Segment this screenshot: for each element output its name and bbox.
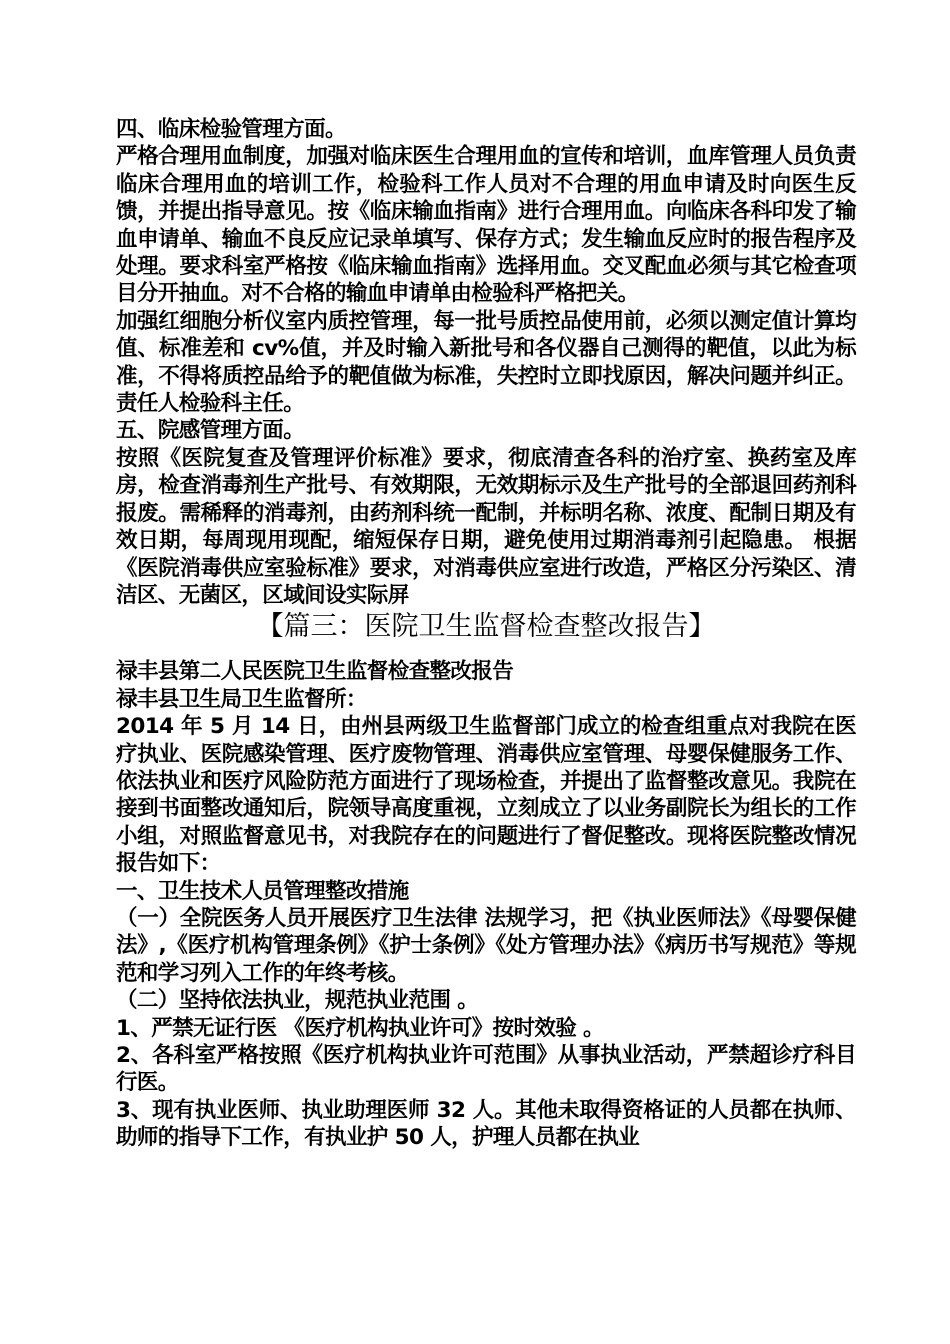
paragraph-disinfection: 按照《医院复查及管理评价标准》要求，彻底清查各科的治疗室、换药室及库房，检查消毒剂生产批号、有效期限，无效期标示及生产批号的全部退回药剂科报废。需稀释的消毒剂，由药剂科统一配制，并标明名称、浓度、配制日期及有效日期，每周现用现配，缩短保存日期，避免使用过期消毒剂引起隐患。 根据《医院消毒供应室验标准》要求，对消毒供应室进行改造，严格区分污染区、清洁区、无菌区，区域间设实际屏	[116, 445, 856, 608]
heading-infection-control: 五、院感管理方面。	[116, 418, 305, 444]
heading-staff-management: 一、卫生技术人员管理整改措施	[116, 878, 409, 904]
item-no-unlicensed: 1、严禁无证行医 《医疗机构执业许可》按时效验 。	[116, 1015, 604, 1041]
paragraph-inspection-intro: 2014 年 5 月 14 日，由州县两级卫生监督部门成立的检查组重点对我院在医疗执业、医院感染管理、医疗废物管理、消毒供应室管理、母婴保健服务工作、依法执业和医疗风险防范方面进行了现场检查，并提出了监督整改意见。我院在接到书面整改通知后，院领导高度重视，立刻成立了以业务副院长为组长的工作小组，对照监督意见书，对我院存在的问题进行了督促整改。现将医院整改情况报告如下：	[116, 714, 856, 877]
document-body	[116, 116, 856, 1152]
item-law-study: （一）全院医务人员开展医疗卫生法律 法规学习，把《执业医师法》《母婴保健法》,《医疗机构管理条例》《护士条例》《处方管理办法》《病历书写规范》等规范和学习列入工作的年终考核。	[116, 905, 856, 986]
paragraph-blood-use: 严格合理用血制度，加强对临床医生合理用血的宣传和培训，血库管理人员负责临床合理用血的培训工作，检验科工作人员对不合理的用血申请及时向医生反馈，并提出指导意见。按《临床输血指南》进行合理用血。向临床各科印发了输血申请单、输血不良反应记录单填写、保存方式；发生输血反应时的报告程序及处理。要求科室严格按《临床输血指南》选择用血。交叉配血必须与其它检查项目分开抽血。对不合格的输血申请单由检验科严格把关。	[116, 144, 856, 307]
paragraph-quality-control: 加强红细胞分析仪室内质控管理，每一批号质控品使用前，必须以测定值计算均值、标准差和 cv%值，并及时输入新批号和各仪器自己测得的靶值，以此为标准，不得将质控品给予的靶值做为标准，失控时立即找原因，解决问题并纠正。责任人检验科主任。	[116, 308, 856, 417]
heading-clinical-lab: 四、临床检验管理方面。	[116, 117, 346, 142]
item-lawful-practice: （二）坚持依法执业，规范执业范围 。	[116, 988, 479, 1014]
report-title: 禄丰县第二人民医院卫生监督检查整改报告	[116, 659, 514, 685]
section-title: 【篇三：医院卫生监督检查整改报告】	[256, 611, 716, 643]
item-staff-count: 3、现有执业医师、执业助理医师 32 人。其他未取得资格证的人员都在执师、助师的指导下工作，有执业护 50 人，护理人员都在执业	[116, 1097, 856, 1151]
report-addressee: 禄丰县卫生局卫生监督所：	[116, 686, 367, 712]
item-practice-scope: 2、各科室严格按照《医疗机构执业许可范围》从事执业活动，严禁超诊疗科目行医。	[116, 1043, 856, 1096]
